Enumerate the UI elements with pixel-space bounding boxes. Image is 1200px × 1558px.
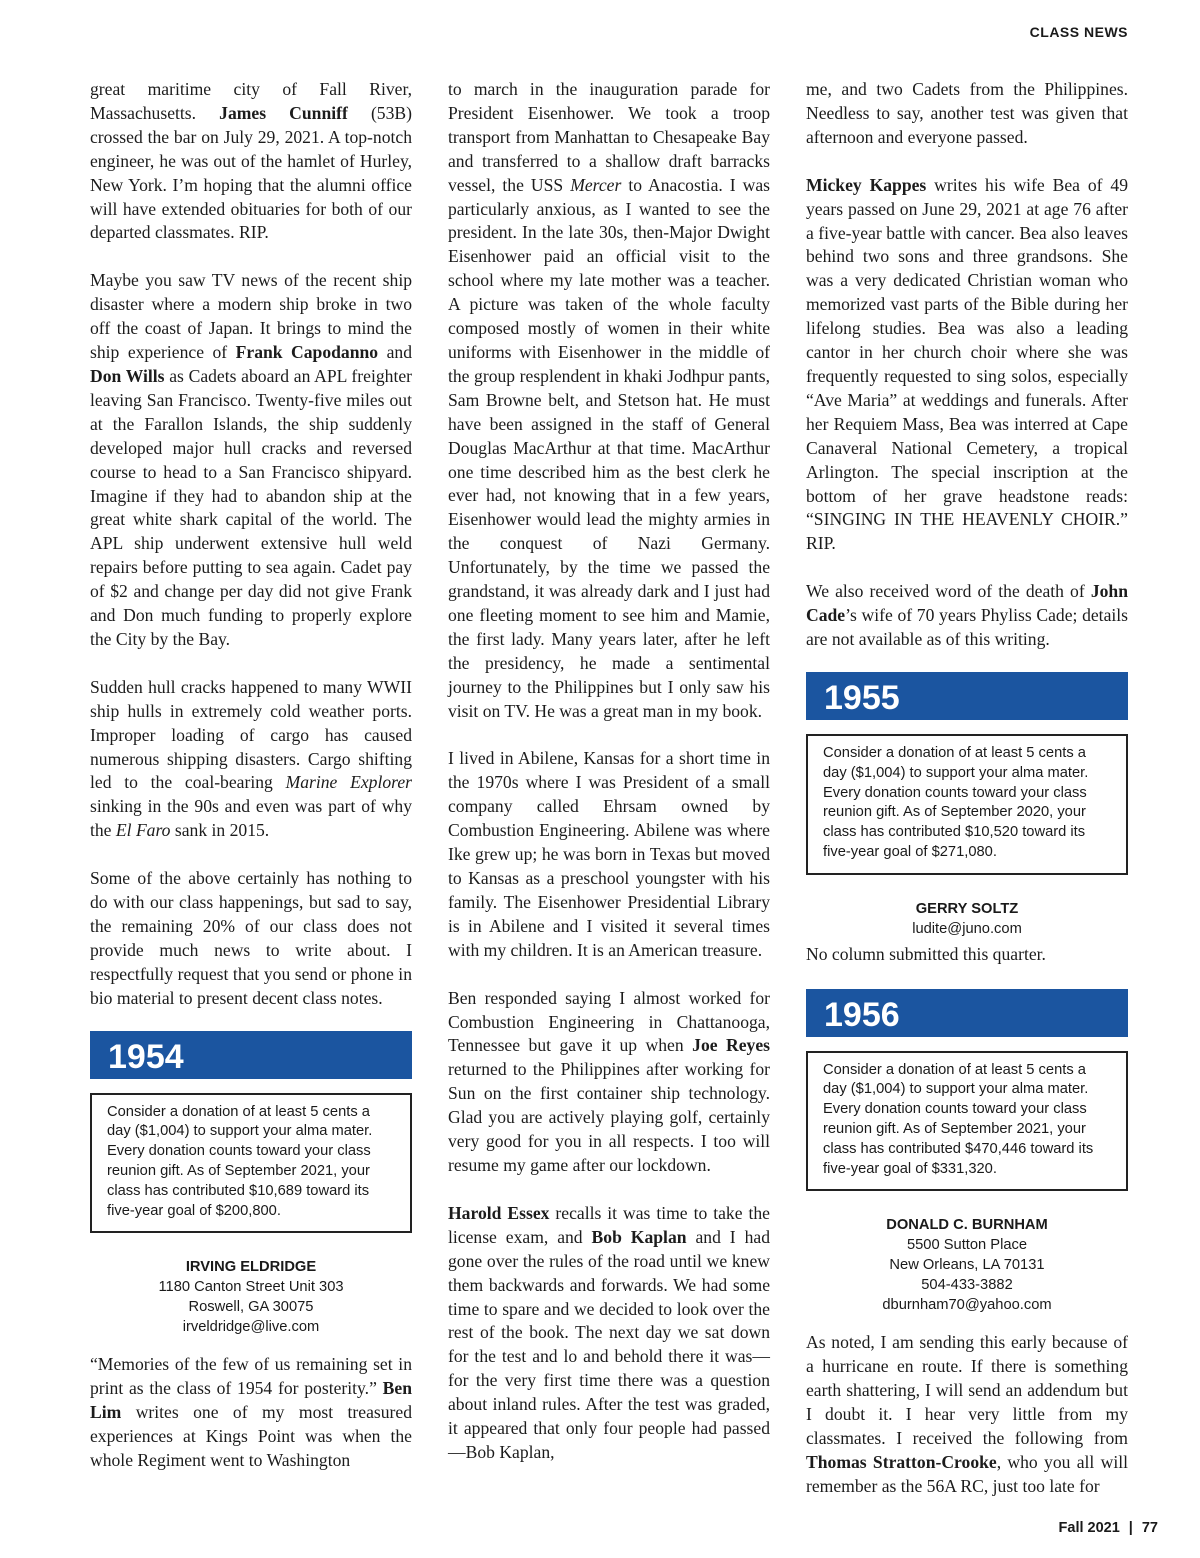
class-year-banner: 1954 bbox=[90, 1031, 412, 1079]
contact-email: ludite@juno.com bbox=[912, 920, 1022, 937]
contact-address-line: New Orleans, LA 70131 bbox=[889, 1257, 1045, 1274]
paragraph: I lived in Abilene, Kansas for a short time in the 1970s where I was President of a small company called Ehrsam owned by Combustion Engineering. Abilene was where Ike grew up; he was born in Texas but moved to Kansas as a preschool youngster with his family. The Eisenhower Presidential Library is in Abilene and I visited it several times with my children. It is an American treasure. bbox=[448, 748, 770, 960]
contact-email: dburnham70@yahoo.com bbox=[882, 1297, 1052, 1314]
column-2 bbox=[448, 78, 770, 1489]
paragraph: great maritime city of Fall River, Massachusetts. James Cunniff (53B) crossed the bar on July 29, 2021. A top-notch engineer, he was out of the hamlet of Hurley, New York. I’m hoping that the alumni office will have extended obituaries for both of our departed classmates. RIP. bbox=[90, 79, 412, 243]
paragraph: Some of the above certainly has nothing to do with our class happenings, but sad to say, the remaining 20% of our class does not provide much news to write about. I respectfully request that you send or phone in bio material to present decent class notes. bbox=[90, 868, 412, 1008]
paragraph: We also received word of the death of John Cade’s wife of 70 years Phyliss Cade; details are not available as of this writing. bbox=[806, 581, 1128, 650]
paragraph: Harold Essex recalls it was time to take the license exam, and Bob Kaplan and I had gone over the rules of the road until we knew them backwards and forwards. We had some time to spare and we decided to look over the rest of the book. The next day we sat down for the test and lo and behold there it was—for the very first time there was a question about inland rules. After the test was graded, it appeared that only four people had passed—Bob Kaplan, bbox=[448, 1202, 770, 1462]
contact-email: irveldridge@live.com bbox=[182, 1319, 320, 1336]
contact-address-line: Roswell, GA 30075 bbox=[188, 1299, 314, 1316]
donation-box: Consider a donation of at least 5 cents a day ($1,004) to support your alma mater. Every donation counts toward your class reunion gift. As of September 2021, your class has contributed $470,446 toward its five-year goal of $331,320. bbox=[806, 1051, 1128, 1192]
paragraph: me, and two Cadets from the Philippines. Needless to say, another test was given that afternoon and everyone passed. bbox=[806, 79, 1128, 147]
contact-phone: 504-433-3882 bbox=[921, 1277, 1013, 1294]
paragraph: Sudden hull cracks happened to many WWII ship hulls in extremely cold weather ports. Improper loading of cargo has caused numerous shipping disasters. Cargo shifting led to the coal-bearing Marine Explorer sinking in the 90s and even was part of why the El Faro sank in 2015. bbox=[90, 676, 412, 841]
contact-address-line: 1180 Canton Street Unit 303 bbox=[158, 1279, 344, 1296]
section-header: CLASS NEWS bbox=[1029, 24, 1128, 40]
paragraph: As noted, I am sending this early because of a hurricane en route. If there is something earth shattering, I will send an addendum but I doubt it. I hear very little from my classmates. I received the following from Thomas Stratton-Crooke, who you all will remember as the 56A RC, just too late for bbox=[806, 1332, 1128, 1496]
class-secretary-contact bbox=[806, 899, 1128, 939]
class-secretary-contact bbox=[90, 1257, 412, 1337]
class-year-banner: 1955 bbox=[806, 672, 1128, 720]
contact-name: IRVING ELDRIDGE bbox=[185, 1259, 317, 1276]
contact-name: GERRY SOLTZ bbox=[915, 900, 1019, 917]
contact-address-line: 5500 Sutton Place bbox=[906, 1237, 1028, 1254]
issue-label: Fall 2021 bbox=[1058, 1520, 1120, 1536]
donation-box: Consider a donation of at least 5 cents a day ($1,004) to support your alma mater. Every donation counts toward your class reunion gift. As of September 2021, your class has contributed $10,689 toward its five-year goal of $200,800. bbox=[90, 1093, 412, 1234]
paragraph: Ben responded saying I almost worked for Combustion Engineering in Chattanooga, Tennessee but gave it up when Joe Reyes returned to the Philippines after working for Sun on the first container ship technology. Glad you are actively playing golf, certainly very good for you in all respects. I too will resume my game after our lockdown. bbox=[448, 987, 770, 1175]
column-1 bbox=[90, 78, 412, 1497]
page-footer bbox=[1059, 1520, 1158, 1536]
footer-separator: | bbox=[1128, 1520, 1133, 1536]
page-number: 77 bbox=[1141, 1520, 1158, 1536]
class-year-banner: 1956 bbox=[806, 989, 1128, 1037]
column-3 bbox=[806, 78, 1128, 1523]
paragraph: to march in the inauguration parade for President Eisenhower. We took a troop transport from Manhattan to Chesapeake Bay and transferred to a shallow draft barracks vessel, the USS Mercer to Anacostia. I was particularly anxious, as I wanted to see the president. In the late 30s, then-Major Dwight Eisenhower paid an official visit to the school where my late mother was a teacher. A picture was taken of the whole faculty composed mostly of women in their white uniforms with Eisenhower in the middle of the group resplendent in khaki Jodhpur pants, Sam Browne belt, and Stetson hat. He must have been assigned in the staff of General Douglas MacArthur at that time. MacArthur one time described him as the best clerk he ever had, not knowing that in a few years, Eisenhower would lead the mighty armies in the conquest of Nazi Germany. Unfortunately, by the time we passed the grandstand, it was already dark and I just had one fleeting moment to see him and Mamie, the first lady. Many years later, after he left the presidency, he made a sentimental journey to the Philippines but I only saw his visit on TV. He was a great man in my book. bbox=[448, 79, 771, 721]
class-secretary-contact bbox=[806, 1215, 1128, 1315]
paragraph: Mickey Kappes writes his wife Bea of 49 years passed on June 29, 2021 at age 76 after a five-year battle with cancer. Bea also leaves behind two sons and three grandsons. She was a very dedicated Christian woman who memorized vast parts of the Bible during her lifelong studies. Bea was also a leading cantor in her church choir where she was frequently requested to sing solos, especially “Ave Maria” at weddings and funerals. After her Requiem Mass, Bea was interred at Cape Canaveral National Cemetery, a tropical Arlington. The special inscription at the bottom of her grave headstone reads: “SINGING IN THE HEAVENLY CHOIR.” RIP. bbox=[806, 174, 1128, 554]
paragraph: “Memories of the few of us remaining set in print as the class of 1954 for posterity.” Ben Lim writes one of my most treasured experiences at Kings Point was when the whole Regiment went to Washington bbox=[90, 1354, 412, 1471]
donation-box: Consider a donation of at least 5 cents a day ($1,004) to support your alma mater. Every donation counts toward your class reunion gift. As of September 2020, your class has contributed $10,520 toward its five-year goal of $271,080. bbox=[806, 734, 1128, 875]
paragraph: Maybe you saw TV news of the recent ship disaster where a modern ship broke in two off the coast of Japan. It brings to mind the ship experience of Frank Capodanno and Don Wills as Cadets aboard an APL freighter leaving San Francisco. Twenty-five miles out at the Farallon Islands, the ship suddenly developed major hull cracks and reversed course to head to a San Francisco shipyard. Imagine if they had to abandon ship at the great white shark capital of the world. The APL ship underwent extensive hull weld repairs before putting to sea again. Cadet pay of $2 and change per day did not give Frank and Don much funding to properly explore the City by the Bay. bbox=[90, 270, 412, 649]
paragraph: No column submitted this quarter. bbox=[806, 943, 1046, 964]
contact-name: DONALD C. BURNHAM bbox=[886, 1217, 1048, 1234]
